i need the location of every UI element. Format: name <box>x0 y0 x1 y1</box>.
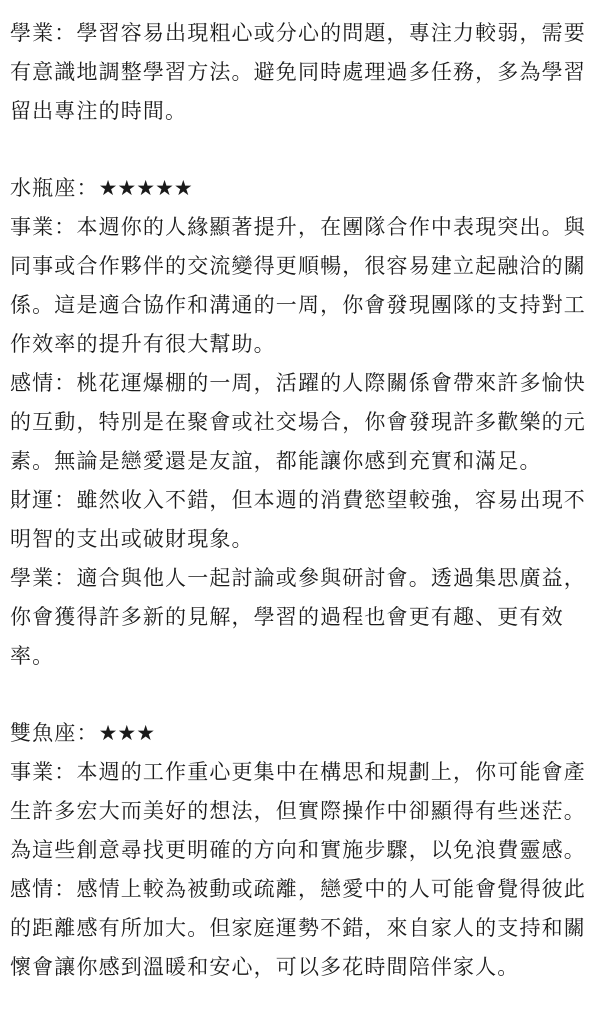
aquarius-career-text: 事業：本週你的人緣顯著提升，在團隊合作中表現突出。與同事或合作夥伴的交流變得更順暢，很容易建立起融洽的關係。這是適合協作和溝通的一周，你會發現團隊的支持對工作效率的提升有很大幫助。 <box>10 215 586 356</box>
aquarius-love-text: 感情：桃花運爆棚的一周，活躍的人際關係會帶來許多愉快的互動，特別是在聚會或社交場合，你會發現許多歡樂的元素。無論是戀愛還是友誼，都能讓你感到充實和滿足。 <box>10 371 586 473</box>
pisces-career-text: 事業：本週的工作重心更集中在構思和規劃上，你可能會產生許多宏大而美好的想法，但實際操作中卻顯得有些迷茫。為這些創意尋找更明確的方向和實施步驟，以免浪費靈感。 <box>10 760 586 862</box>
aquarius-heading <box>10 169 598 208</box>
pisces-heading <box>10 714 598 753</box>
pisces-rating-stars: ★★★ <box>98 721 156 745</box>
aquarius-section <box>10 169 598 676</box>
section-spacer <box>10 676 598 714</box>
pisces-section <box>10 714 598 987</box>
aquarius-rating-stars: ★★★★★ <box>98 176 193 200</box>
section-spacer <box>10 131 598 169</box>
previous-sign-study-text: 學業：學習容易出現粗心或分心的問題，專注力較弱，需要有意識地調整學習方法。避免同時處理過多任務，多為學習留出專注的時間。 <box>10 21 586 123</box>
pisces-love-text: 感情：感情上較為被動或疏離，戀愛中的人可能會覺得彼此的距離感有所加大。但家庭運勢不錯，來自家人的支持和關懷會讓你感到溫暖和安心，可以多花時間陪伴家人。 <box>10 877 586 979</box>
aquarius-sign-label: 水瓶座： <box>10 176 99 200</box>
aquarius-study-text: 學業：適合與他人一起討論或參與研討會。透過集思廣益，你會獲得許多新的見解，學習的過程也會更有趣、更有效率。 <box>10 566 586 668</box>
aquarius-wealth-text: 財運：雖然收入不錯，但本週的消費慾望較強，容易出現不明智的支出或破財現象。 <box>10 488 586 551</box>
pisces-sign-label: 雙魚座： <box>10 721 99 745</box>
